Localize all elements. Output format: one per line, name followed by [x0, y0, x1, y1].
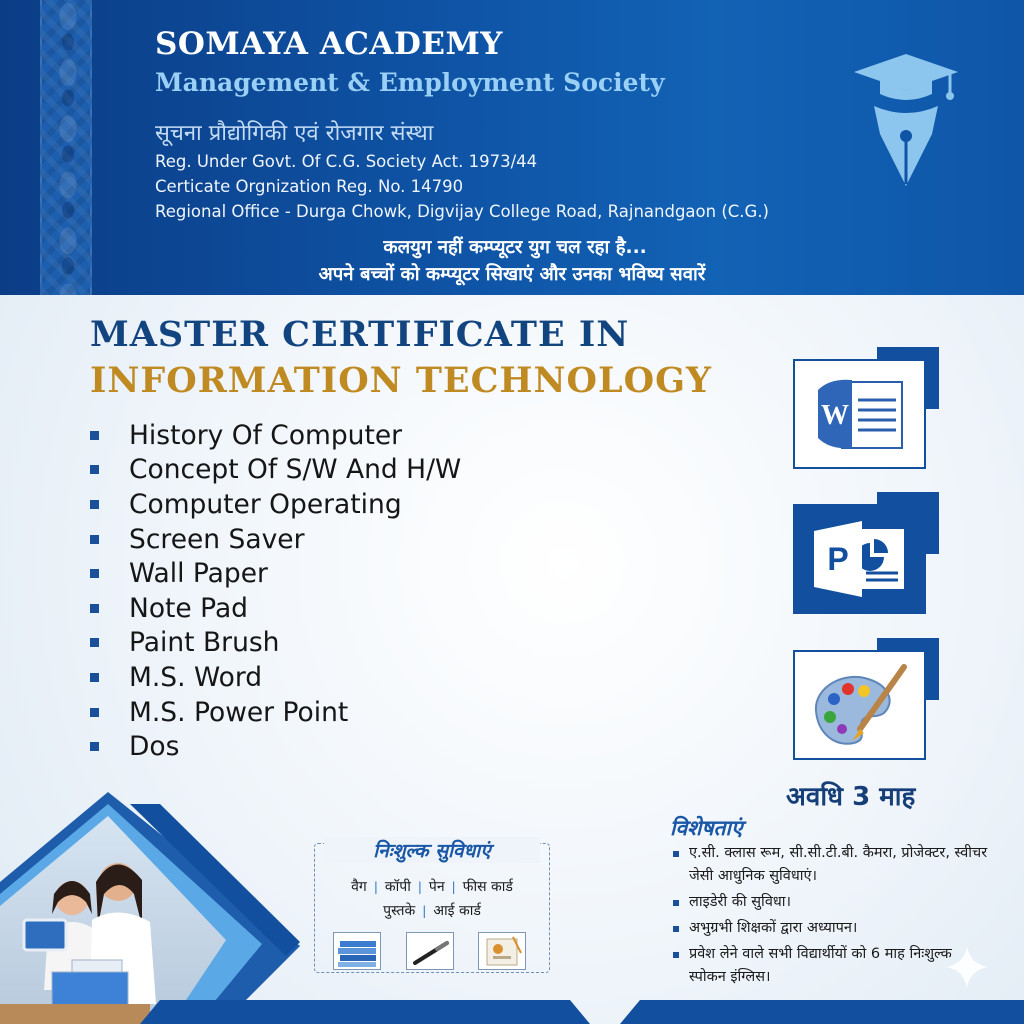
- list-item: Dos: [90, 729, 461, 764]
- office-address: Regional Office - Durga Chowk, Digvijay College Road, Rajnandgaon (C.G.): [155, 202, 769, 221]
- graduation-cap-pen-nib-icon: [848, 50, 964, 190]
- list-item: Note Pad: [90, 591, 461, 626]
- academy-name: SOMAYA ACADEMY: [155, 26, 503, 62]
- bullet-icon: [90, 535, 99, 544]
- books-icon: [333, 932, 381, 970]
- free-items-row-2: पुस्तके | आई कार्ड: [383, 903, 481, 919]
- bullet-icon: [90, 673, 99, 682]
- pen-icon: [406, 932, 454, 970]
- list-item: M.S. Power Point: [90, 695, 461, 730]
- list-item: Concept Of S/W And H/W: [90, 453, 461, 488]
- id-card-icon: [478, 932, 526, 970]
- slogan-line-2: अपने बच्चों को कम्प्यूटर सिखाएं और उनका भविष्य सवारें: [318, 264, 706, 285]
- bullet-icon: [90, 500, 99, 509]
- list-item: प्रवेश लेने वाले सभी विद्यार्थीयों को 6 माह निःशुल्क स्पोकन इंग्लिस।: [672, 943, 992, 989]
- bullet-icon: [90, 569, 99, 578]
- list-item: History Of Computer: [90, 418, 461, 453]
- header-banner: [0, 0, 1024, 295]
- list-item: Paint Brush: [90, 626, 461, 661]
- list-item: Wall Paper: [90, 556, 461, 591]
- course-duration: अवधि 3 माह: [786, 782, 916, 812]
- bullet-icon: [90, 431, 99, 440]
- list-item: Computer Operating: [90, 487, 461, 522]
- bullet-icon: [90, 708, 99, 717]
- paint-palette-icon: [808, 661, 912, 749]
- powerpoint-card: [793, 492, 939, 614]
- sparkle-icon: [944, 944, 990, 990]
- list-item: Screen Saver: [90, 522, 461, 557]
- word-card: [793, 347, 939, 469]
- svg-text:W: W: [820, 400, 849, 431]
- students-photo: [0, 790, 300, 1024]
- topic-list: [90, 418, 461, 764]
- registration-line: Reg. Under Govt. Of C.G. Society Act. 1973/44: [155, 152, 538, 171]
- bullet-icon: [90, 638, 99, 647]
- list-item: ए.सी. क्लास रूम, सी.सी.टी.बी. कैमरा, प्रोजेक्टर, स्वीचर जेसी आधुनिक सुविधाएं।: [672, 842, 992, 888]
- ms-powerpoint-icon: [810, 517, 910, 601]
- free-items-row-1: वैग | कॉपी | पेन | फीस कार्ड: [351, 879, 513, 895]
- bullet-icon: [90, 604, 99, 613]
- bullet-icon: [90, 465, 99, 474]
- society-name: Management & Employment Society: [155, 68, 665, 97]
- features-title: विशेषताएं: [670, 816, 743, 840]
- free-facilities-title: निःशुल्क सुविधाएं: [324, 837, 540, 863]
- list-item: अभुग्रभी शिक्षकों द्वारा अध्यापन।: [672, 917, 992, 940]
- certificate-line: Certicate Orgnization Reg. No. 14790: [155, 177, 464, 196]
- ms-word-icon: [812, 372, 908, 456]
- paint-card: [793, 638, 939, 760]
- list-item: M.S. Word: [90, 660, 461, 695]
- bottom-decoration: [0, 996, 1024, 1024]
- hindi-society-name: सूचना प्रौद्योगिकी एवं रोजगार संस्था: [155, 121, 434, 146]
- svg-text:P: P: [826, 541, 849, 577]
- slogan-line-1: कलयुग नहीं कम्प्यूटर युग चल रहा है...: [383, 237, 647, 258]
- course-title-line-1: MASTER CERTIFICATE IN: [90, 314, 630, 355]
- bullet-icon: [90, 742, 99, 751]
- list-item: लाइडेरी की सुविधा।: [672, 891, 992, 914]
- course-title-line-2: INFORMATION TECHNOLOGY: [90, 360, 712, 401]
